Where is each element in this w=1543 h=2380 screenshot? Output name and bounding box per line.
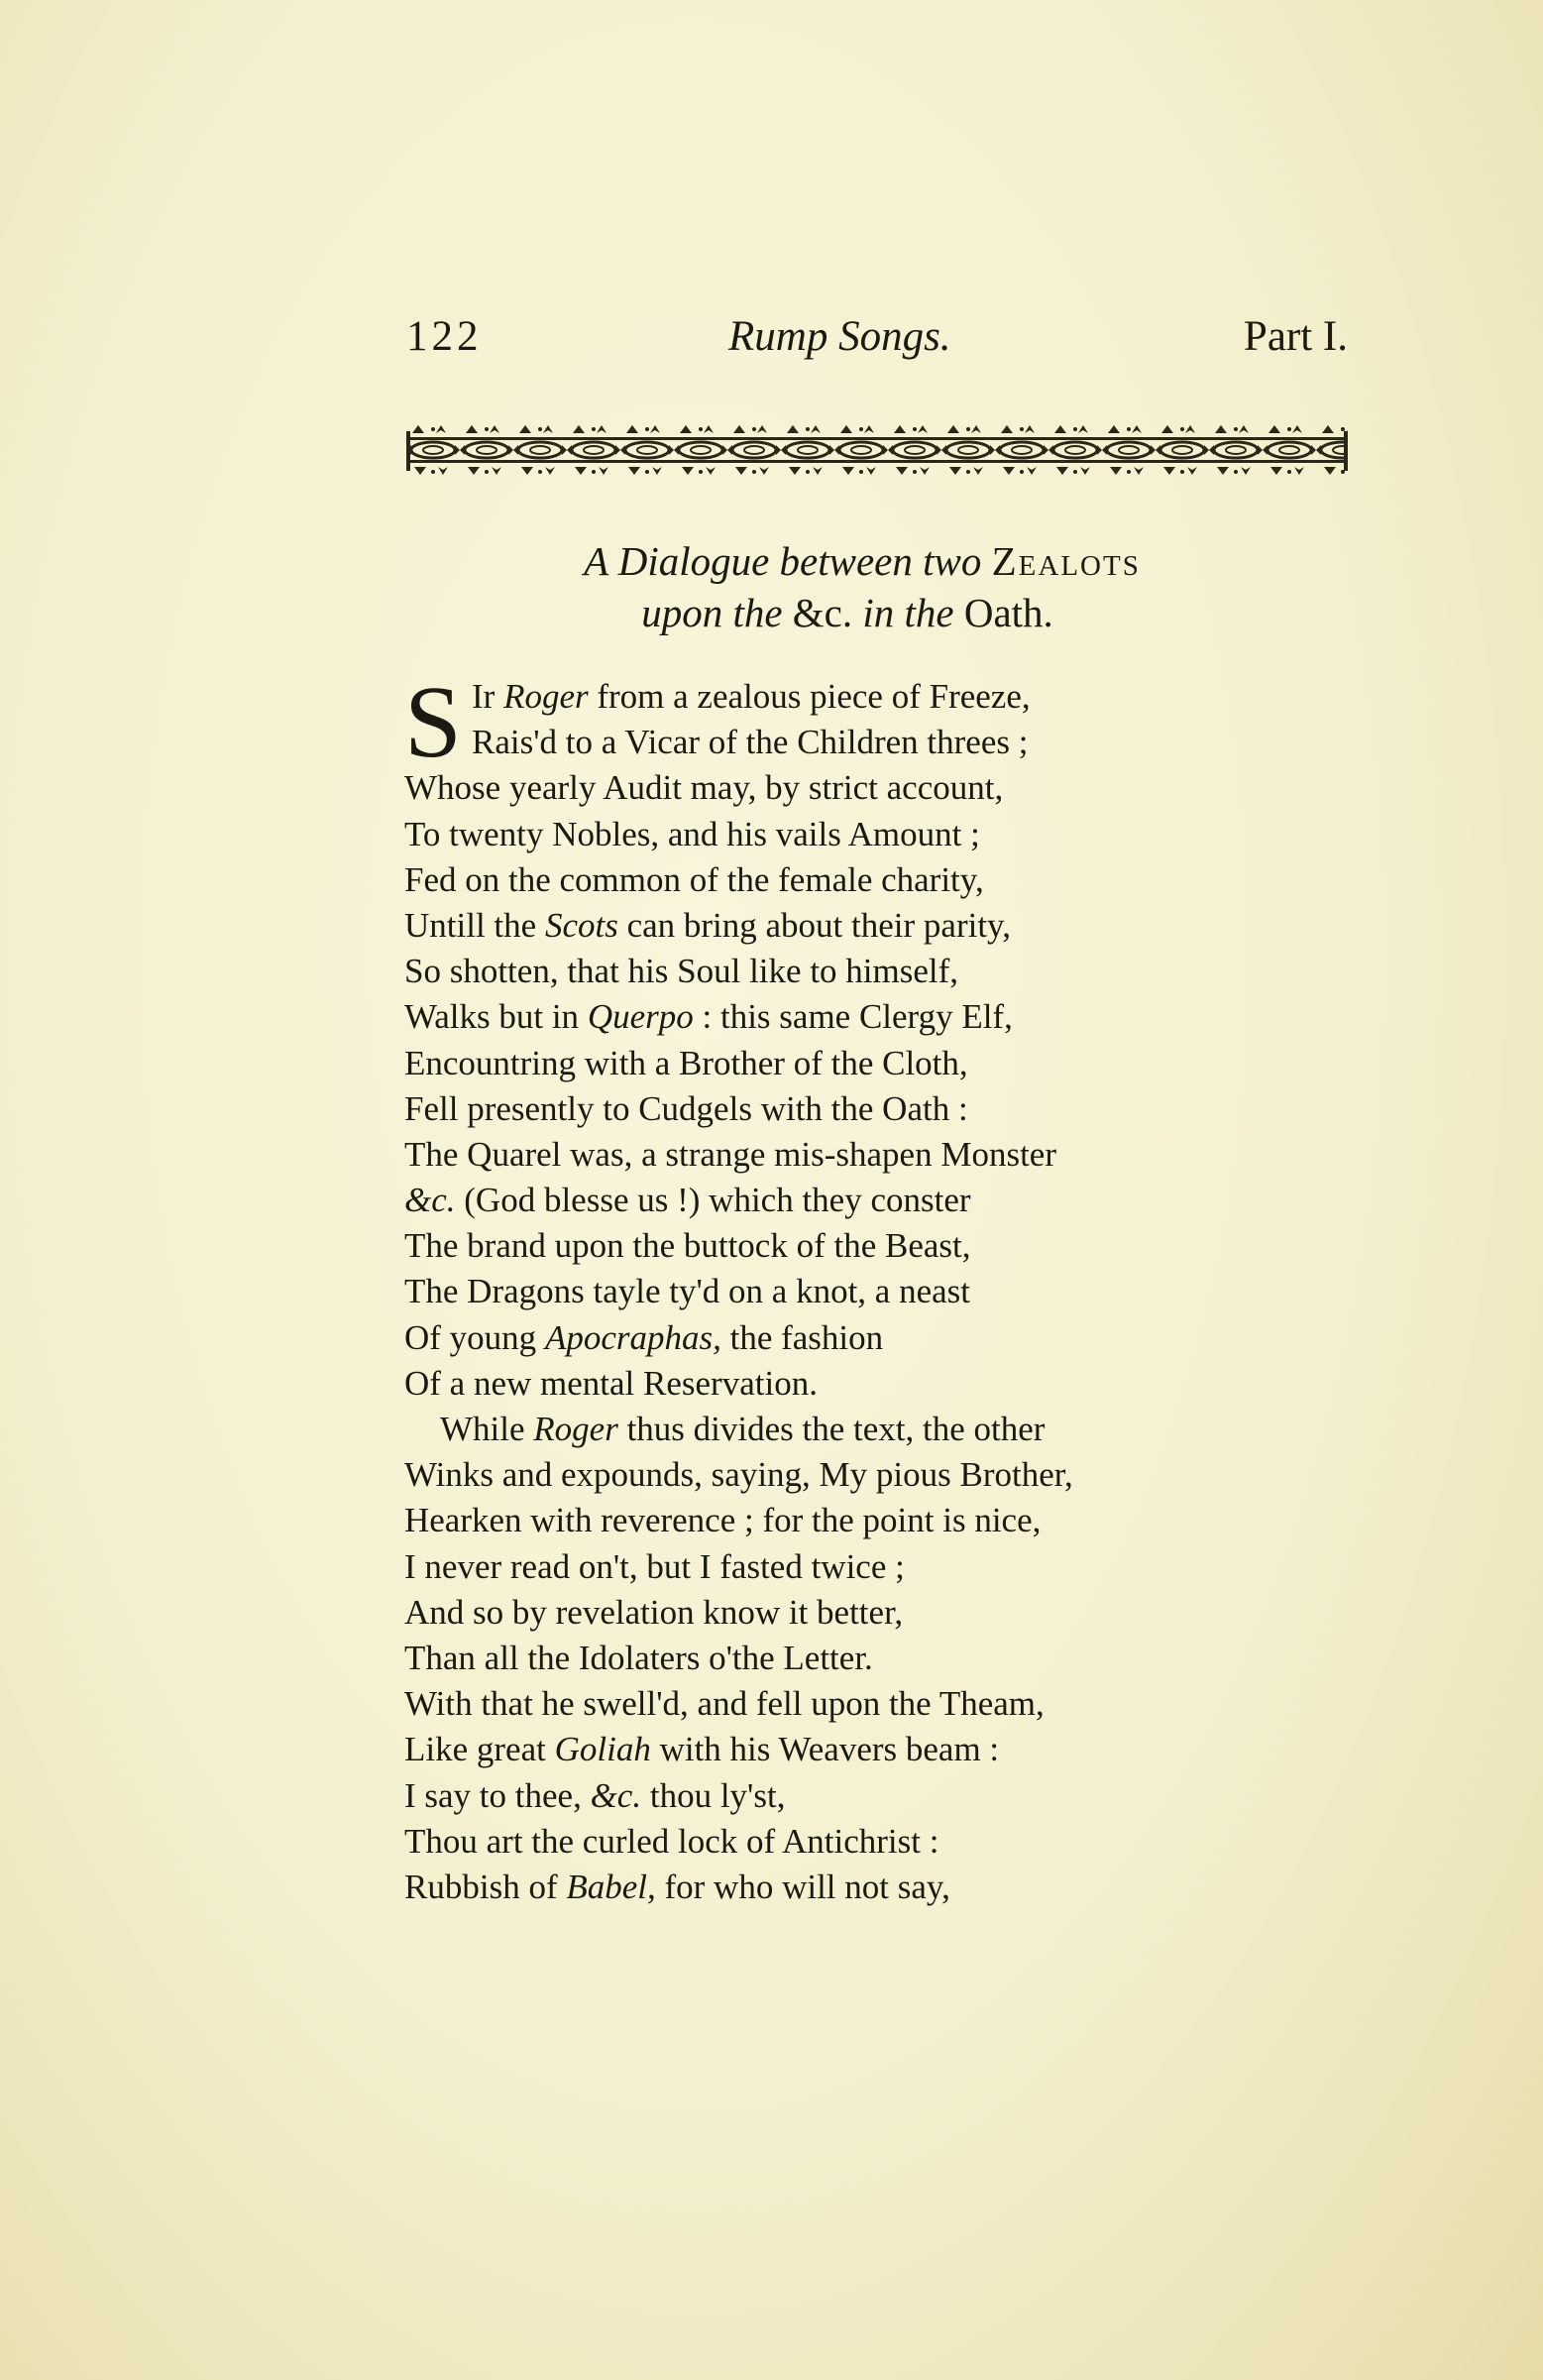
poem-line: Fed on the common of the female charity, — [404, 859, 984, 899]
poem-line — [404, 1773, 1296, 1819]
poem-line: Fell presently to Cudgels with the Oath : — [404, 1088, 968, 1128]
text: from a zealous piece of Freeze, — [588, 677, 1031, 716]
title-text: in the — [862, 590, 954, 635]
poem-line: The Dragons tayle ty'd on a knot, a neast — [404, 1272, 971, 1311]
text: Ir — [472, 677, 504, 716]
page-header — [406, 307, 1348, 367]
text: can bring about their parity, — [617, 905, 1012, 945]
poem-line: And so by revelation know it better, — [404, 1592, 904, 1632]
part-label: Part I. — [1243, 313, 1348, 360]
text: &c. — [590, 1775, 642, 1815]
text: the fashion — [720, 1317, 884, 1357]
running-title: Rump Songs. — [728, 313, 951, 360]
poem-line: Encountring with a Brother of the Cloth, — [404, 1043, 968, 1082]
poem-line: To twenty Nobles, and his vails Amount ; — [404, 814, 980, 853]
poem-body — [404, 665, 1296, 1910]
poem-line — [404, 903, 1296, 949]
poem-line: With that he swell'd, and fell upon the Theam, — [404, 1684, 1045, 1724]
title-text: &c. — [792, 590, 853, 635]
text: Walks but in — [404, 997, 588, 1037]
text: Rubbish of — [404, 1867, 567, 1906]
text: with his Weavers beam : — [650, 1730, 1000, 1769]
poem-line — [404, 1727, 1296, 1772]
text: Querpo — [587, 997, 694, 1037]
text: Untill the — [404, 905, 545, 945]
title-text: Oath. — [963, 590, 1053, 635]
text: : this same Clergy Elf, — [693, 997, 1013, 1037]
text: Roger — [503, 677, 589, 716]
poem-line: Whose yearly Audit may, by strict account, — [404, 768, 1004, 808]
poem-line: Hearken with reverence ; for the point is nice, — [404, 1501, 1042, 1540]
title-text: upon the — [641, 590, 783, 635]
poem-line: The brand upon the buttock of the Beast, — [404, 1226, 971, 1266]
text: Like great — [404, 1730, 555, 1769]
text: for who will not say, — [655, 1867, 950, 1906]
text: thus divides the text, the other — [617, 1410, 1046, 1448]
poem-line: Of a new mental Reservation. — [404, 1363, 818, 1403]
text: While — [440, 1410, 534, 1448]
text: Scots — [544, 905, 618, 945]
poem-title — [436, 535, 1249, 638]
poem-line: I never read on't, but I fasted twice ; — [404, 1546, 905, 1586]
text: &c. — [404, 1181, 456, 1220]
title-text: A Dialogue between two — [584, 538, 982, 584]
poem-line: Rais'd to a Vicar of the Children threes ; — [472, 723, 1029, 762]
text: I say to thee, — [404, 1775, 591, 1815]
title-text: Zealots — [991, 538, 1141, 584]
text: Babel, — [566, 1867, 656, 1906]
poem-line — [404, 1865, 1296, 1910]
text: (God blesse us !) which they conster — [455, 1181, 971, 1220]
poem-line: So shotten, that his Soul like to himself, — [404, 952, 959, 991]
poem-line: Than all the Idolaters o'the Letter. — [404, 1638, 873, 1677]
text: Roger — [533, 1410, 618, 1448]
poem-line: The Quarel was, a strange mis-shapen Monster — [404, 1134, 1056, 1174]
decorative-headpiece-ornament — [406, 421, 1348, 479]
text: Goliah — [554, 1730, 651, 1769]
text: thou ly'st, — [641, 1775, 786, 1815]
poem-line — [404, 1178, 1296, 1223]
page-number: 122 — [406, 313, 483, 360]
text: Of young — [404, 1317, 545, 1357]
poem-line: Thou art the curled lock of Antichrist : — [404, 1821, 939, 1861]
poem-line — [404, 1315, 1296, 1361]
poem-line — [404, 674, 1296, 720]
poem-line — [404, 1407, 1296, 1452]
text: Apocraphas, — [544, 1317, 721, 1357]
drop-cap: S — [404, 665, 462, 779]
poem-line: Winks and expounds, saying, My pious Brother, — [404, 1455, 1073, 1495]
poem-line — [404, 994, 1296, 1040]
